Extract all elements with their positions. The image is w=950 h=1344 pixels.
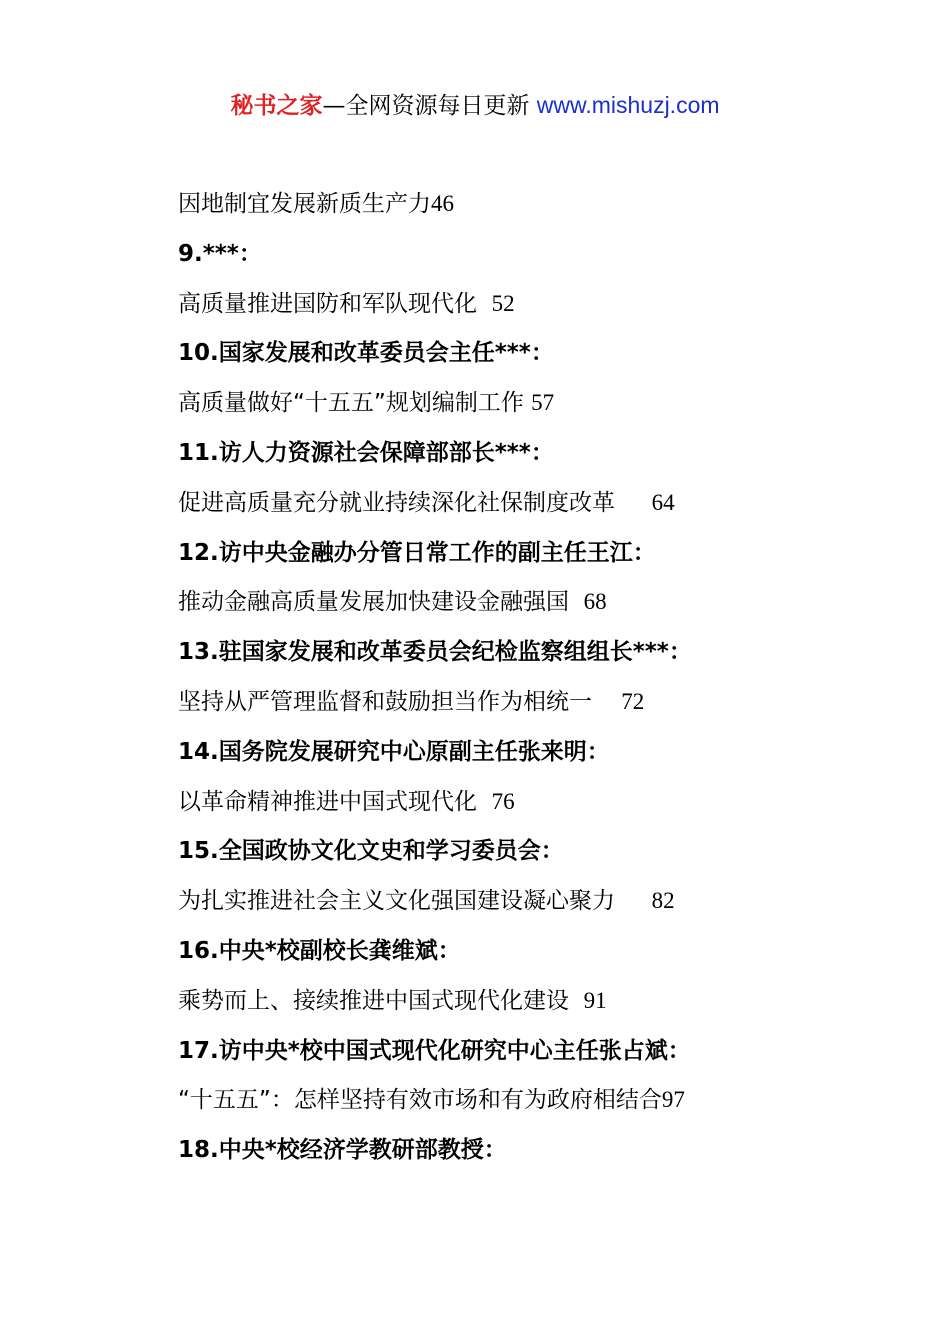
toc-entry	[178, 1080, 898, 1130]
toc-entry	[178, 284, 898, 334]
toc-heading	[178, 732, 898, 782]
toc-page-number: 57	[531, 390, 555, 416]
toc-entry-title: 乘势而上、接续推进中国式现代化建设	[178, 987, 569, 1014]
toc-gap	[569, 589, 584, 615]
toc-heading-text: 11.访人力资源社会保障部部长***：	[178, 439, 554, 466]
toc-heading	[178, 1130, 898, 1180]
toc-entry-title: “十五五”：怎样坚持有效市场和有为政府相结合	[178, 1087, 662, 1114]
toc-gap	[477, 789, 492, 815]
toc-heading-text: 10.国家发展和改革委员会主任***：	[178, 340, 554, 367]
toc-heading	[178, 831, 898, 881]
toc-heading-text: 13.驻国家发展和改革委员会纪检监察组组长***：	[178, 639, 692, 666]
toc-gap	[615, 490, 652, 516]
toc-heading	[178, 632, 898, 682]
toc-entry-title: 高质量推进国防和军队现代化	[178, 290, 477, 317]
toc-page-number: 52	[491, 290, 515, 316]
toc-heading-text: 18.中央*校经济学教研部教授：	[178, 1137, 507, 1164]
toc-entry	[178, 483, 898, 533]
toc-heading-text: 12.访中央金融办分管日常工作的副主任王江：	[178, 539, 656, 566]
toc-entry	[178, 981, 898, 1031]
toc-entry	[178, 582, 898, 632]
toc-page-number: 64	[651, 489, 675, 515]
toc-entry-title: 因地制宜发展新质生产力	[178, 191, 431, 217]
toc-entry-title: 推动金融高质量发展加快建设金融强国	[178, 589, 569, 616]
toc-entry-title: 为扎实推进社会主义文化强国建设凝心聚力	[178, 888, 615, 915]
toc-entry	[178, 383, 898, 433]
toc-entry	[178, 782, 898, 832]
toc-heading-text: 16.中央*校副校长龚维斌：	[178, 937, 461, 964]
toc-page-number: 72	[621, 688, 645, 714]
toc-heading-text: 9.***：	[178, 240, 262, 267]
toc-gap	[569, 988, 584, 1014]
brand-name: 秘书之家	[230, 93, 323, 119]
site-url[interactable]: www.mishuzj.com	[536, 92, 720, 118]
toc-page-number: 46	[431, 191, 454, 216]
toc-entry-title: 促进高质量充分就业持续深化社保制度改革	[178, 489, 615, 516]
toc-heading	[178, 1031, 898, 1081]
toc-entry-title: 坚持从严管理监督和鼓励担当作为相统一	[178, 688, 592, 715]
toc-page-number: 91	[583, 987, 607, 1013]
header-tagline: —全网资源每日更新	[322, 93, 530, 119]
toc-heading	[178, 533, 898, 583]
toc-heading-text: 15.全国政协文化文史和学习委员会：	[178, 838, 564, 865]
table-of-contents	[178, 184, 898, 1180]
toc-page-number: 68	[583, 589, 607, 615]
toc-page-number: 97	[661, 1087, 685, 1113]
toc-page-number: 82	[651, 888, 675, 914]
toc-entry-title: 高质量做好“十五五”规划编制工作	[178, 390, 524, 417]
toc-heading-text: 17.访中央*校中国式现代化研究中心主任张占斌：	[178, 1037, 691, 1064]
toc-entry	[178, 184, 898, 234]
toc-heading	[178, 931, 898, 981]
toc-entry	[178, 881, 898, 931]
toc-heading-text: 14.国务院发展研究中心原副主任张来明：	[178, 738, 610, 765]
toc-heading	[178, 433, 898, 483]
toc-entry-title: 以革命精神推进中国式现代化	[178, 788, 477, 815]
toc-heading	[178, 333, 898, 383]
toc-gap	[477, 291, 492, 317]
toc-gap	[615, 888, 652, 914]
page-header	[0, 88, 950, 123]
toc-gap	[592, 689, 621, 715]
toc-entry	[178, 682, 898, 732]
toc-page-number: 76	[491, 788, 515, 814]
toc-heading	[178, 234, 898, 284]
